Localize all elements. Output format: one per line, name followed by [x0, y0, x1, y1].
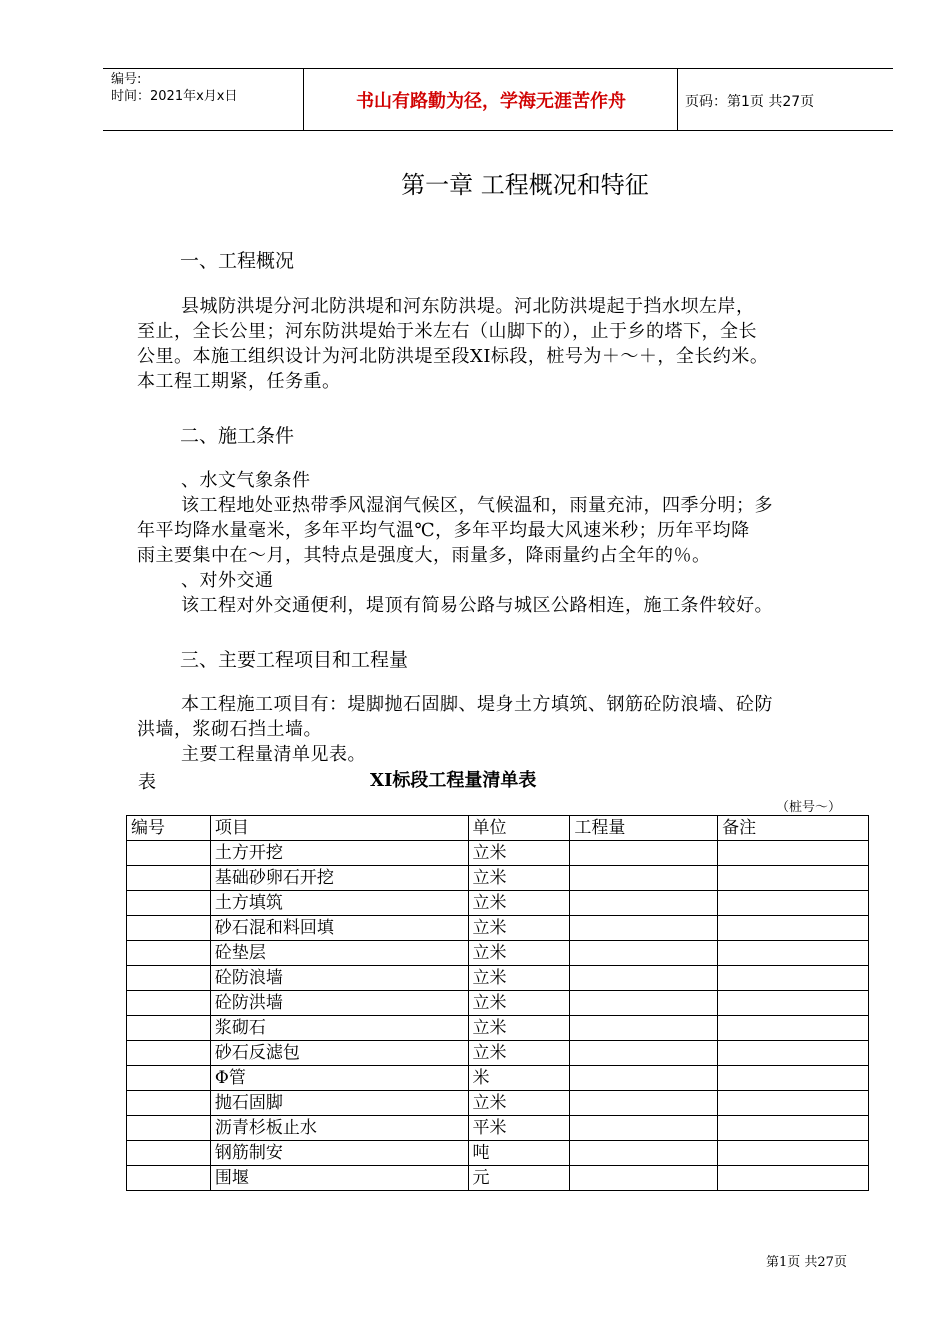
- paragraph-line: 洪墙，浆砌石挡土墙。: [137, 719, 322, 740]
- table-cell: 砂石反滤包: [210, 1041, 468, 1066]
- table-cell: [127, 841, 211, 866]
- table-cell: 立米: [468, 841, 570, 866]
- table-cell: [127, 1141, 211, 1166]
- table-cell: [570, 1016, 718, 1041]
- table-cell: [570, 1116, 718, 1141]
- paragraph-line: 该工程地处亚热带季风湿润气候区，气候温和，雨量充沛，四季分明；多: [181, 495, 773, 516]
- table-row: [127, 1016, 869, 1041]
- paragraph-line: 本工程施工项目有：堤脚抛石固脚、堤身土方填筑、钢筋砼防浪墙、砼防: [181, 694, 773, 715]
- paragraph-line: 至止，全长公里；河东防洪堤始于米左右（山脚下的），止于乡的塔下，全长: [137, 321, 757, 342]
- table-cell: [127, 891, 211, 916]
- table-cell: [718, 916, 869, 941]
- table-cell: [127, 1116, 211, 1141]
- table-cell: 立米: [468, 1091, 570, 1116]
- table-cell: [718, 866, 869, 891]
- time-label: 时间：2021年x月x日: [111, 89, 238, 104]
- paragraph-line: 公里。本施工组织设计为河北防洪堤至段XI标段，桩号为＋～＋，全长约米。: [137, 346, 769, 367]
- table-cell: [718, 891, 869, 916]
- header-cell: 项目: [210, 816, 468, 841]
- table-cell: 立米: [468, 1016, 570, 1041]
- table-cell: 立米: [468, 966, 570, 991]
- table-cell: [570, 1091, 718, 1116]
- number-label: 编号:: [111, 72, 142, 87]
- table-cell: [718, 941, 869, 966]
- page-header: [103, 68, 893, 131]
- table-cell: [127, 1066, 211, 1091]
- table-header-row: [127, 816, 869, 841]
- table-cell: 土方开挖: [210, 841, 468, 866]
- table-row: [127, 991, 869, 1016]
- table-cell: [570, 916, 718, 941]
- table-cell: [127, 1016, 211, 1041]
- table-cell: [127, 941, 211, 966]
- table-cell: [127, 991, 211, 1016]
- table-cell: [570, 1166, 718, 1191]
- table-cell: [127, 866, 211, 891]
- quantity-table: [126, 815, 869, 1191]
- table-cell: [570, 891, 718, 916]
- page-footer: 第1页 共27页: [766, 1255, 847, 1270]
- header-cell: 单位: [468, 816, 570, 841]
- table-cell: 立米: [468, 991, 570, 1016]
- paragraph-line: 雨主要集中在～月，其特点是强度大，雨量多，降雨量约占全年的％。: [137, 545, 711, 566]
- table-row: [127, 1116, 869, 1141]
- table-cell: [570, 841, 718, 866]
- section-2-body: [137, 468, 861, 618]
- table-label: 表: [138, 772, 156, 793]
- table-cell: 砼防洪墙: [210, 991, 468, 1016]
- table-cell: 钢筋制安: [210, 1141, 468, 1166]
- table-cell: [127, 1166, 211, 1191]
- table-cell: [718, 1091, 869, 1116]
- table-cell: [127, 966, 211, 991]
- table-row: [127, 891, 869, 916]
- table-note: （桩号～）: [776, 800, 842, 815]
- table-row: [127, 1141, 869, 1166]
- paragraph-line: 本工程工期紧，任务重。: [137, 371, 341, 392]
- table-cell: [718, 841, 869, 866]
- table-cell: 立米: [468, 1041, 570, 1066]
- table-row: [127, 941, 869, 966]
- section-3-body: [137, 692, 861, 767]
- subsection-title: 、对外交通: [181, 570, 274, 591]
- table-cell: 立米: [468, 941, 570, 966]
- header-cell: 备注: [718, 816, 869, 841]
- table-cell: [718, 1016, 869, 1041]
- table-cell: 土方填筑: [210, 891, 468, 916]
- header-motto: 书山有路勤为径，学海无涯苦作舟: [356, 91, 626, 112]
- table-cell: 围堰: [210, 1166, 468, 1191]
- table-cell: 浆砌石: [210, 1016, 468, 1041]
- header-meta: [111, 71, 237, 105]
- section-2-heading: 二、施工条件: [180, 425, 295, 447]
- paragraph-line: 该工程对外交通便利，堤顶有简易公路与城区公路相连，施工条件较好。: [181, 595, 773, 616]
- table-cell: [570, 1066, 718, 1091]
- table-cell: Φ管: [210, 1066, 468, 1091]
- table-cell: [718, 991, 869, 1016]
- table-cell: [718, 1041, 869, 1066]
- table-cell: 砂石混和料回填: [210, 916, 468, 941]
- table-cell: 抛石固脚: [210, 1091, 468, 1116]
- table-cell: 基础砂卵石开挖: [210, 866, 468, 891]
- section-1-heading: 一、工程概况: [180, 250, 295, 272]
- table-row: [127, 1066, 869, 1091]
- table-cell: [127, 916, 211, 941]
- header-divider: [303, 69, 304, 130]
- table-cell: [718, 1166, 869, 1191]
- subsection-title: 、水文气象条件: [181, 470, 311, 491]
- table-row: [127, 916, 869, 941]
- section-1-body: [137, 294, 861, 394]
- table-cell: 米: [468, 1066, 570, 1091]
- table-cell: 平米: [468, 1116, 570, 1141]
- table-cell: 元: [468, 1166, 570, 1191]
- table-cell: [570, 866, 718, 891]
- chapter-title: 第一章 工程概况和特征: [401, 171, 649, 199]
- table-cell: [127, 1041, 211, 1066]
- table-cell: [570, 1141, 718, 1166]
- header-cell: 工程量: [570, 816, 718, 841]
- table-cell: 立米: [468, 891, 570, 916]
- paragraph-line: 年平均降水量毫米，多年平均气温℃，多年平均最大风速米秒；历年平均降: [137, 520, 750, 541]
- header-page-info: 页码：第1页 共27页: [685, 94, 815, 110]
- table-cell: 砼垫层: [210, 941, 468, 966]
- table-row: [127, 866, 869, 891]
- table-cell: [570, 966, 718, 991]
- table-cell: 吨: [468, 1141, 570, 1166]
- table-cell: 砼防浪墙: [210, 966, 468, 991]
- table-cell: [570, 1041, 718, 1066]
- table-cell: [570, 941, 718, 966]
- table-cell: [718, 1116, 869, 1141]
- table-row: [127, 841, 869, 866]
- table-cell: [570, 991, 718, 1016]
- table-cell: 沥青杉板止水: [210, 1116, 468, 1141]
- table-cell: [718, 1066, 869, 1091]
- table-row: [127, 1091, 869, 1116]
- table-cell: [127, 1091, 211, 1116]
- table-row: [127, 966, 869, 991]
- section-3-heading: 三、主要工程项目和工程量: [180, 649, 409, 671]
- table-title: XI标段工程量清单表: [370, 770, 537, 791]
- table-row: [127, 1166, 869, 1191]
- table-cell: 立米: [468, 916, 570, 941]
- paragraph-line: 县城防洪堤分河北防洪堤和河东防洪堤。河北防洪堤起于挡水坝左岸，: [181, 296, 755, 317]
- header-divider: [677, 69, 678, 130]
- table-row: [127, 1041, 869, 1066]
- table-cell: [718, 1141, 869, 1166]
- paragraph-line: 主要工程量清单见表。: [181, 744, 366, 765]
- table-cell: 立米: [468, 866, 570, 891]
- header-cell: 编号: [127, 816, 211, 841]
- table-cell: [718, 966, 869, 991]
